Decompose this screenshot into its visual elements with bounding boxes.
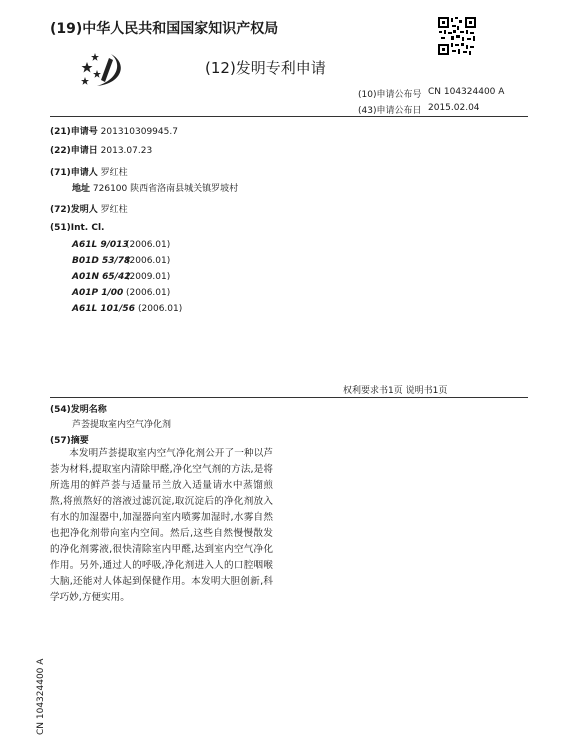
document-type: (12)发明专利申请 <box>205 59 326 77</box>
address-value: 726100 陕西省洛南县城关镇罗坡村 <box>92 184 239 194</box>
publication-date: 2015.02.04 <box>428 103 480 113</box>
ipc-date: (2009.01) <box>126 272 171 282</box>
ipc-entry <box>72 288 170 298</box>
abstract-text-block <box>50 446 273 606</box>
invention-title-label: (54)发明名称 <box>50 405 107 415</box>
ipc-date: (2006.01) <box>126 288 171 298</box>
qr-code-icon <box>437 16 477 56</box>
pages-info: 权利要求书1页 说明书1页 <box>343 386 448 396</box>
publication-number: CN 104324400 A <box>428 87 505 97</box>
int-cl-label: (51)Int. Cl. <box>50 223 105 233</box>
ipc-date: (2006.01) <box>138 304 183 314</box>
ipc-entry <box>72 240 170 250</box>
application-number-label: (21)申请号 <box>50 127 98 137</box>
ipc-code: B01D 53/78 <box>72 256 131 266</box>
ipc-entry <box>72 272 170 282</box>
application-date: 2013.07.23 <box>100 146 153 156</box>
publication-date-label: (43)申请公布日 <box>358 106 422 116</box>
publication-number-label: (10)申请公布号 <box>358 90 422 100</box>
ipc-code: A01N 65/42 <box>72 272 131 282</box>
application-number: 201310309945.7 <box>100 127 178 137</box>
inventor-label: (72)发明人 <box>50 205 98 215</box>
office-name: (19)中华人民共和国国家知识产权局 <box>50 21 279 37</box>
header-divider <box>50 116 528 117</box>
abstract-label: (57)摘要 <box>50 436 89 446</box>
ipc-entry <box>72 304 182 314</box>
ipc-code: A61L 101/56 <box>72 304 135 314</box>
side-publication-number: CN 104324400 A <box>36 658 46 735</box>
ipc-date: (2006.01) <box>126 240 171 250</box>
ipc-code: A01P 1/00 <box>72 288 124 298</box>
ipc-date: (2006.01) <box>126 256 171 266</box>
address-label: 地址 <box>72 184 91 194</box>
application-date-label: (22)申请日 <box>50 146 98 156</box>
sipo-logo-icon <box>77 50 129 90</box>
inventor-name: 罗红柱 <box>100 205 128 215</box>
applicant-name: 罗红柱 <box>100 168 128 178</box>
abstract-text: 本发明芦荟提取室内空气净化剂公开了一种以芦荟为材料,提取室内清除甲醛,净化空气剂的方法,是将所选用的鲜芦荟与适量吊兰放入适量请水中蒸馏煎熬,将煎熬好的溶液过滤沉淀,取沉淀后的净化剂放入有水的加湿器中,加湿器向室内喷雾加湿时,水雾自然也把净化剂带向室内空间。然后,这些自然慢慢散发的净化剂雾液,很快清除室内甲醛,达到室内空气净化作用。另外,通过人的呼吸,净化剂进入人的口腔咽喉大脑,还能对人体起到保健作用。本发明大胆创新,科学巧妙,方便实用。 <box>50 448 273 603</box>
applicant-label: (71)申请人 <box>50 168 98 178</box>
ipc-entry <box>72 256 170 266</box>
ipc-code: A61L 9/013 <box>72 240 129 250</box>
section-divider <box>50 397 528 398</box>
invention-title: 芦荟提取室内空气净化剂 <box>72 420 172 430</box>
